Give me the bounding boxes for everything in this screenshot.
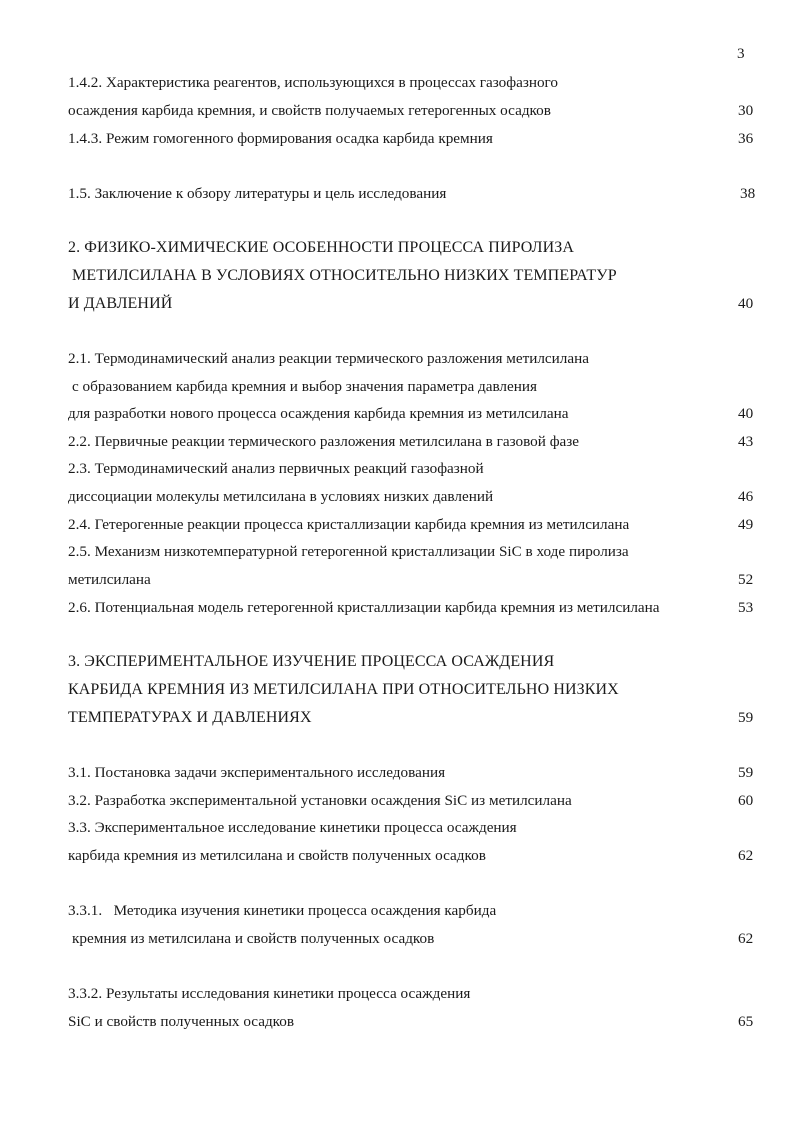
toc-page-number: 52 — [738, 571, 754, 588]
page-number: 3 — [737, 45, 745, 62]
toc-page-number: 59 — [738, 764, 754, 781]
toc-entry-text: 3.3.1. Методика изучения кинетики процесса осаждения карбида — [68, 902, 497, 919]
toc-chapter-text: И ДАВЛЕНИЙ — [68, 295, 173, 312]
toc-page-number: 36 — [738, 130, 754, 147]
toc-entry-text: 2.5. Механизм низкотемпературной гетерогенной кристаллизации SiC в ходе пиролиза — [68, 543, 629, 560]
toc-entry-text: 1.4.2. Характеристика реагентов, использующихся в процессах газофазного — [68, 74, 559, 91]
toc-entry-text: 3.1. Постановка задачи экспериментального исследования — [68, 764, 446, 781]
toc-entry-text: 2.1. Термодинамический анализ реакции термического разложения метилсилана — [68, 350, 589, 367]
toc-page-number: 30 — [738, 102, 754, 119]
toc-page-number: 65 — [738, 1013, 754, 1030]
toc-page-number: 40 — [738, 405, 754, 422]
toc-page-number: 43 — [738, 433, 754, 450]
toc-page-number: 59 — [738, 709, 754, 726]
toc-chapter-text: 2. ФИЗИКО-ХИМИЧЕСКИЕ ОСОБЕННОСТИ ПРОЦЕССА ПИРОЛИЗА — [68, 239, 575, 256]
toc-chapter-text: КАРБИДА КРЕМНИЯ ИЗ МЕТИЛСИЛАНА ПРИ ОТНОСИТЕЛЬНО НИЗКИХ — [68, 681, 619, 698]
toc-entry-text: 1.4.3. Режим гомогенного формирования осадка карбида кремния — [68, 130, 493, 147]
toc-entry-text: осаждения карбида кремния, и свойств получаемых гетерогенных осадков — [68, 102, 551, 119]
toc-entry-text: SiC и свойств полученных осадков — [68, 1013, 295, 1030]
toc-chapter-text: ТЕМПЕРАТУРАХ И ДАВЛЕНИЯХ — [68, 709, 312, 726]
toc-entry-text: диссоциации молекулы метилсилана в условиях низких давлений — [68, 488, 494, 505]
toc-entry-text: для разработки нового процесса осаждения карбида кремния из метилсилана — [68, 405, 569, 422]
toc-entry-text: кремния из метилсилана и свойств полученных осадков — [72, 930, 435, 947]
toc-entry-text: 3.2. Разработка экспериментальной установки осаждения SiC из метилсилана — [68, 792, 572, 809]
toc-entry-text: 3.3. Экспериментальное исследование кинетики процесса осаждения — [68, 819, 517, 836]
toc-entry-text: 1.5. Заключение к обзору литературы и цель исследования — [68, 185, 447, 202]
toc-page-number: 40 — [738, 295, 754, 312]
toc-entry-text: карбида кремния из метилсилана и свойств полученных осадков — [68, 847, 486, 864]
toc-chapter-text: МЕТИЛСИЛАНА В УСЛОВИЯХ ОТНОСИТЕЛЬНО НИЗКИХ ТЕМПЕРАТУР — [72, 267, 617, 284]
toc-entry-text: 2.2. Первичные реакции термического разложения метилсилана в газовой фазе — [68, 433, 580, 450]
toc-entry-text: 2.6. Потенциальная модель гетерогенной кристаллизации карбида кремния из метилсилана — [68, 599, 660, 616]
toc-entry-text: 2.4. Гетерогенные реакции процесса кристаллизации карбида кремния из метилсилана — [68, 516, 630, 533]
toc-page-number: 62 — [738, 847, 754, 864]
toc-chapter-text: 3. ЭКСПЕРИМЕНТАЛЬНОЕ ИЗУЧЕНИЕ ПРОЦЕССА ОСАЖДЕНИЯ — [68, 653, 555, 670]
toc-page-number: 49 — [738, 516, 754, 533]
toc-page-number: 60 — [738, 792, 754, 809]
toc-entry-text: 2.3. Термодинамический анализ первичных реакций газофазной — [68, 460, 484, 477]
toc-entry-text: с образованием карбида кремния и выбор значения параметра давления — [72, 378, 537, 395]
toc-entry-text: 3.3.2. Результаты исследования кинетики процесса осаждения — [68, 985, 471, 1002]
toc-page-number: 46 — [738, 488, 754, 505]
toc-page-number: 62 — [738, 930, 754, 947]
toc-entry-text: метилсилана — [68, 571, 151, 588]
toc-page-number: 53 — [738, 599, 754, 616]
toc-page-number: 38 — [740, 185, 756, 202]
